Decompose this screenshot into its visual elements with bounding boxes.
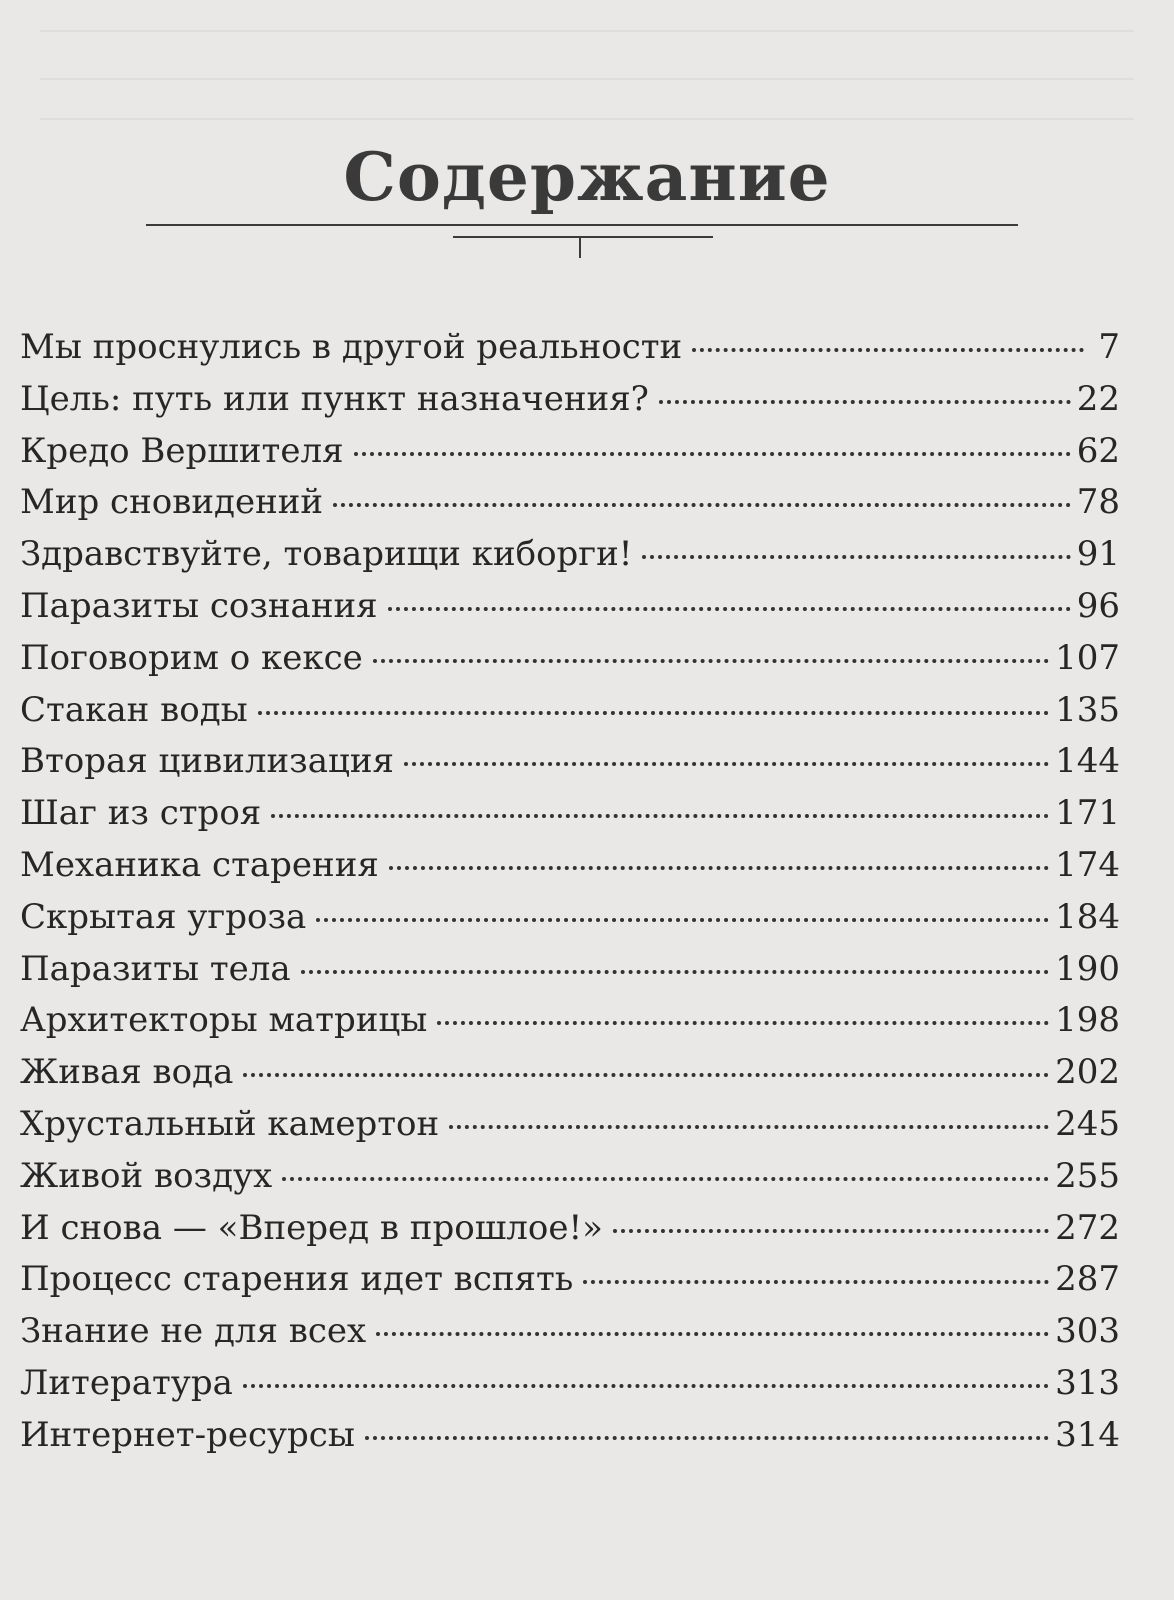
toc-entry-page: 303 — [1055, 1311, 1120, 1352]
toc-dot-leader — [388, 607, 1071, 611]
toc-entry[interactable] — [20, 685, 1120, 737]
toc-entry-title: Архитекторы матрицы — [20, 1000, 428, 1041]
toc-dot-leader — [659, 400, 1071, 404]
toc-entry-title: Интернет-ресурсы — [20, 1414, 355, 1455]
toc-dot-leader — [404, 762, 1049, 766]
bleed-through-line — [40, 118, 1134, 120]
toc-entry-page: 96 — [1076, 585, 1120, 626]
toc-entry[interactable] — [20, 1099, 1120, 1151]
toc-dot-leader — [243, 1384, 1049, 1388]
toc-dot-leader — [642, 555, 1070, 559]
toc-entry-page: 174 — [1055, 844, 1120, 885]
toc-entry-page: 190 — [1055, 948, 1120, 989]
toc-dot-leader — [376, 1332, 1049, 1336]
toc-entry[interactable] — [20, 581, 1120, 633]
toc-entry-title: Механика старения — [20, 844, 379, 885]
toc-dot-leader — [258, 711, 1049, 715]
toc-dot-leader — [271, 814, 1049, 818]
toc-entry-title: Мы проснулись в другой реальности — [20, 327, 683, 367]
toc-entry-title: Стакан воды — [20, 689, 248, 730]
toc-entry-page: 22 — [1076, 378, 1120, 419]
toc-entry[interactable] — [20, 1047, 1120, 1099]
toc-entry-title: Вторая цивилизация — [20, 741, 394, 782]
bleed-through-line — [40, 30, 1134, 32]
toc-entry-title: Мир сновидений — [20, 482, 324, 523]
toc-dot-leader — [333, 503, 1071, 507]
toc-entry[interactable] — [20, 840, 1120, 892]
toc-dot-leader — [243, 1073, 1049, 1077]
toc-entry-title: Шаг из строя — [20, 793, 262, 834]
toc-dot-leader — [613, 1229, 1049, 1233]
toc-entry[interactable] — [20, 1151, 1120, 1203]
toc-dot-leader — [449, 1125, 1049, 1129]
toc-entry[interactable] — [20, 1306, 1120, 1358]
toc-entry[interactable] — [20, 426, 1120, 478]
bleed-through-line — [40, 78, 1134, 80]
page-title: Содержание — [343, 138, 831, 216]
toc-dot-leader — [316, 918, 1049, 922]
toc-entry-page: 255 — [1055, 1155, 1120, 1196]
toc-entry-page: 287 — [1055, 1259, 1120, 1300]
toc-entry-page: 144 — [1055, 741, 1120, 782]
toc-entry-title: Паразиты сознания — [20, 585, 378, 626]
toc-entry[interactable] — [20, 736, 1120, 788]
title-divider-long — [146, 224, 1018, 226]
toc-entry-page: 7 — [1098, 327, 1120, 367]
toc-dot-leader — [301, 970, 1049, 974]
table-of-contents — [20, 322, 1120, 1462]
toc-entry-page: 171 — [1055, 793, 1120, 834]
toc-entry-title: Цель: путь или пункт назначения? — [20, 378, 649, 419]
toc-dot-leader — [437, 1021, 1049, 1025]
toc-entry-page: 245 — [1055, 1103, 1120, 1144]
toc-entry-title: Хрустальный камертон — [20, 1103, 440, 1144]
toc-entry-title: И снова — «Вперед в прошлое!» — [20, 1207, 603, 1248]
toc-dot-leader — [373, 659, 1049, 663]
toc-entry-page: 184 — [1055, 896, 1120, 937]
toc-entry[interactable] — [20, 1410, 1120, 1462]
toc-entry[interactable] — [20, 788, 1120, 840]
toc-entry[interactable] — [20, 374, 1120, 426]
toc-entry[interactable] — [20, 892, 1120, 944]
toc-dot-leader — [365, 1436, 1049, 1440]
toc-entry[interactable] — [20, 529, 1120, 581]
toc-entry-title: Здравствуйте, товарищи киборги! — [20, 534, 633, 575]
toc-entry[interactable] — [20, 995, 1120, 1047]
toc-entry-title: Процесс старения идет вспять — [20, 1259, 574, 1300]
toc-entry[interactable] — [20, 944, 1120, 996]
toc-entry-page: 91 — [1076, 534, 1120, 575]
toc-entry-title: Паразиты тела — [20, 948, 291, 989]
toc-entry-page: 202 — [1055, 1052, 1120, 1093]
toc-entry[interactable] — [20, 1203, 1120, 1255]
toc-entry-title: Поговорим о кексе — [20, 637, 363, 678]
toc-entry-title: Скрытая угроза — [20, 896, 307, 937]
toc-entry-page: 272 — [1055, 1207, 1120, 1248]
toc-entry-title: Литература — [20, 1362, 233, 1403]
toc-dot-leader — [692, 348, 1084, 352]
toc-dot-leader — [282, 1177, 1049, 1181]
toc-entry-title: Знание не для всех — [20, 1311, 367, 1352]
toc-entry[interactable] — [20, 1358, 1120, 1410]
toc-entry-page: 198 — [1055, 1000, 1120, 1041]
toc-entry-page: 313 — [1055, 1362, 1120, 1403]
toc-entry[interactable] — [20, 1254, 1120, 1306]
title-divider-tick — [579, 236, 581, 258]
toc-dot-leader — [583, 1280, 1049, 1284]
toc-entry-page: 314 — [1055, 1414, 1120, 1455]
toc-entry-page: 107 — [1055, 637, 1120, 678]
toc-entry-title: Живой воздух — [20, 1155, 273, 1196]
toc-dot-leader — [354, 452, 1071, 456]
toc-entry-page: 78 — [1076, 482, 1120, 523]
toc-entry-page: 62 — [1076, 430, 1120, 471]
toc-dot-leader — [389, 866, 1049, 870]
toc-entry[interactable] — [20, 477, 1120, 529]
toc-entry-page: 135 — [1055, 689, 1120, 730]
toc-entry-title: Кредо Вершителя — [20, 430, 344, 471]
title-divider-short — [453, 236, 713, 238]
toc-entry[interactable] — [20, 633, 1120, 685]
toc-entry[interactable] — [20, 322, 1120, 374]
toc-entry-title: Живая вода — [20, 1052, 234, 1093]
